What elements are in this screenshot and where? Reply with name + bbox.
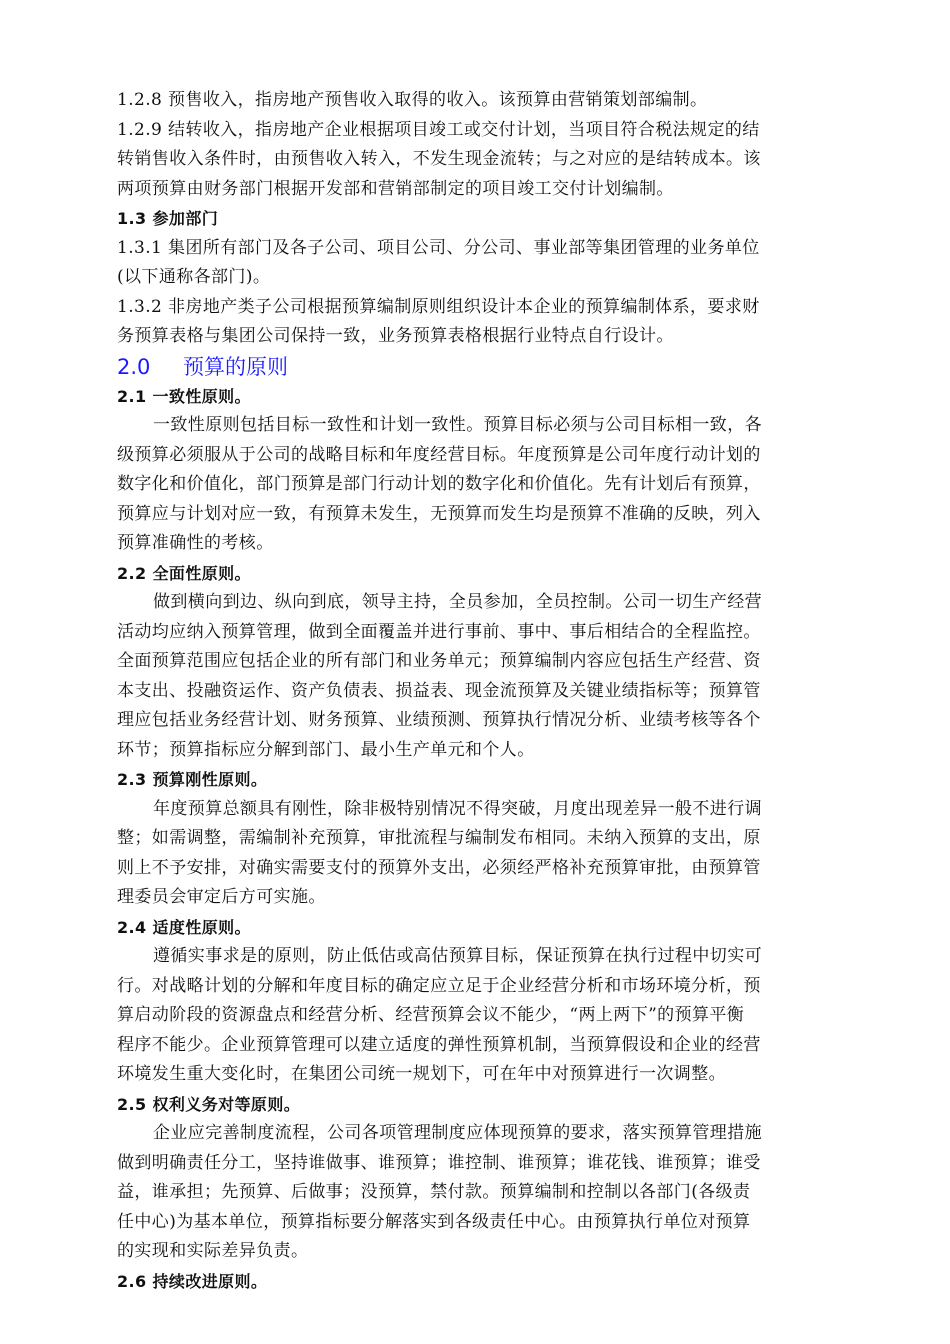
section-heading-2-4: 2.4 适度性原则。 [117, 917, 251, 937]
body-line: 数字化和价值化，部门预算是部门行动计划的数字化和价值化。先有计划后有预算， [117, 474, 761, 494]
body-line: 活动均应纳入预算管理，做到全面覆盖并进行事前、事中、事后相结合的全程监控。 [117, 621, 761, 642]
section-heading-2-1: 2.1 一致性原则。 [117, 386, 251, 406]
body-line: 做到明确责任分工，坚持谁做事、谁预算；谁控制、谁预算；谁花钱、谁预算；谁受 [117, 1152, 761, 1173]
document-page [117, 86, 832, 1296]
section-heading-2-3: 2.3 预算刚性原则。 [117, 770, 268, 789]
body-line: 算启动阶段的资源盘点和经营分析、经营预算会议不能少，“两上两下”的预算平衡 [117, 1005, 745, 1025]
body-line: 理委员会审定后方可实施。 [117, 887, 326, 907]
paragraph-1-3-1-line-2: (以下通称各部门)。 [117, 267, 271, 287]
paragraph-1-2-8: 1.2.8 预售收入，指房地产预售收入取得的收入。该预算由营销策划部编制。 [117, 90, 708, 110]
paragraph-1-2-9-line-1: 1.2.9 结转收入，指房地产企业根据项目竣工或交付计划，当项目符合税法规定的结 [117, 119, 760, 140]
body-line: 任中心)为基本单位，预算指标要分解落实到各级责任中心。由预算执行单位对预算 [117, 1211, 751, 1232]
section-heading-2-6: 2.6 持续改进原则。 [117, 1271, 268, 1291]
paragraph-1-2-9-line-2: 转销售收入条件时，由预售收入转入，不发生现金流转；与之对应的是结转成本。该 [117, 149, 761, 169]
body-line: 做到横向到边、纵向到底，领导主持，全员参加，全员控制。公司一切生产经营 [153, 592, 762, 612]
body-line: 环节；预算指标应分解到部门、最小生产单元和个人。 [117, 739, 535, 760]
body-line: 一致性原则包括目标一致性和计划一致性。预算目标必须与公司目标相一致，各 [153, 415, 762, 435]
paragraph-1-3-1-line-1: 1.3.1 集团所有部门及各子公司、项目公司、分公司、事业部等集团管理的业务单位 [117, 237, 760, 258]
body-line: 企业应完善制度流程，公司各项管理制度应体现预算的要求，落实预算管理措施 [153, 1123, 762, 1143]
body-line: 遵循实事求是的原则，防止低估或高估预算目标，保证预算在执行过程中切实可 [153, 946, 762, 966]
paragraph-1-3-2-line-1: 1.3.2 非房地产类子公司根据预算编制原则组织设计本企业的预算编制体系，要求财 [117, 296, 760, 317]
body-line: 益，谁承担；先预算、后做事；没预算，禁付款。预算编制和控制以各部门(各级责 [117, 1182, 751, 1202]
body-line: 预算准确性的考核。 [117, 533, 274, 553]
body-line: 年度预算总额具有刚性，除非极特别情况不得突破，月度出现差异一般不进行调 [153, 798, 762, 819]
section-heading-2-5: 2.5 权利义务对等原则。 [117, 1094, 301, 1114]
body-line: 级预算必须服从于公司的战略目标和年度经营目标。年度预算是公司年度行动计划的 [117, 444, 761, 465]
body-line: 程序不能少。企业预算管理可以建立适度的弹性预算机制，当预算假设和企业的经营 [117, 1034, 761, 1055]
body-line: 全面预算范围应包括企业的所有部门和业务单元；预算编制内容应包括生产经营、资 [117, 651, 761, 671]
section-heading-2-2: 2.2 全面性原则。 [117, 563, 251, 583]
paragraph-1-2-9-line-3: 两项预算由财务部门根据开发部和营销部制定的项目竣工交付计划编制。 [117, 178, 674, 199]
chapter-heading [117, 352, 832, 382]
chapter-title: 预算的原则 [183, 354, 288, 379]
body-line: 整；如需调整，需编制补充预算，审批流程与编制发布相同。未纳入预算的支出，原 [117, 828, 761, 848]
body-line: 理应包括业务经营计划、财务预算、业绩预测、预算执行情况分析、业绩考核等各个 [117, 710, 761, 730]
chapter-number: 2.0 [117, 354, 151, 379]
body-line: 本支出、投融资运作、资产负债表、损益表、现金流预算及关键业绩指标等；预算管 [117, 680, 761, 701]
body-line: 的实现和实际差异负责。 [117, 1241, 309, 1261]
section-heading-1-3: 1.3 参加部门 [117, 209, 219, 228]
paragraph-1-3-2-line-2: 务预算表格与集团公司保持一致，业务预算表格根据行业特点自行设计。 [117, 326, 674, 346]
body-line: 则上不予安排，对确实需要支付的预算外支出，必须经严格补充预算审批，由预算管 [117, 857, 761, 878]
body-line: 环境发生重大变化时，在集团公司统一规划下，可在年中对预算进行一次调整。 [117, 1064, 726, 1084]
body-line: 行。对战略计划的分解和年度目标的确定应立足于企业经营分析和市场环境分析，预 [117, 975, 761, 996]
body-line: 预算应与计划对应一致，有预算未发生，无预算而发生均是预算不准确的反映，列入 [117, 503, 761, 524]
